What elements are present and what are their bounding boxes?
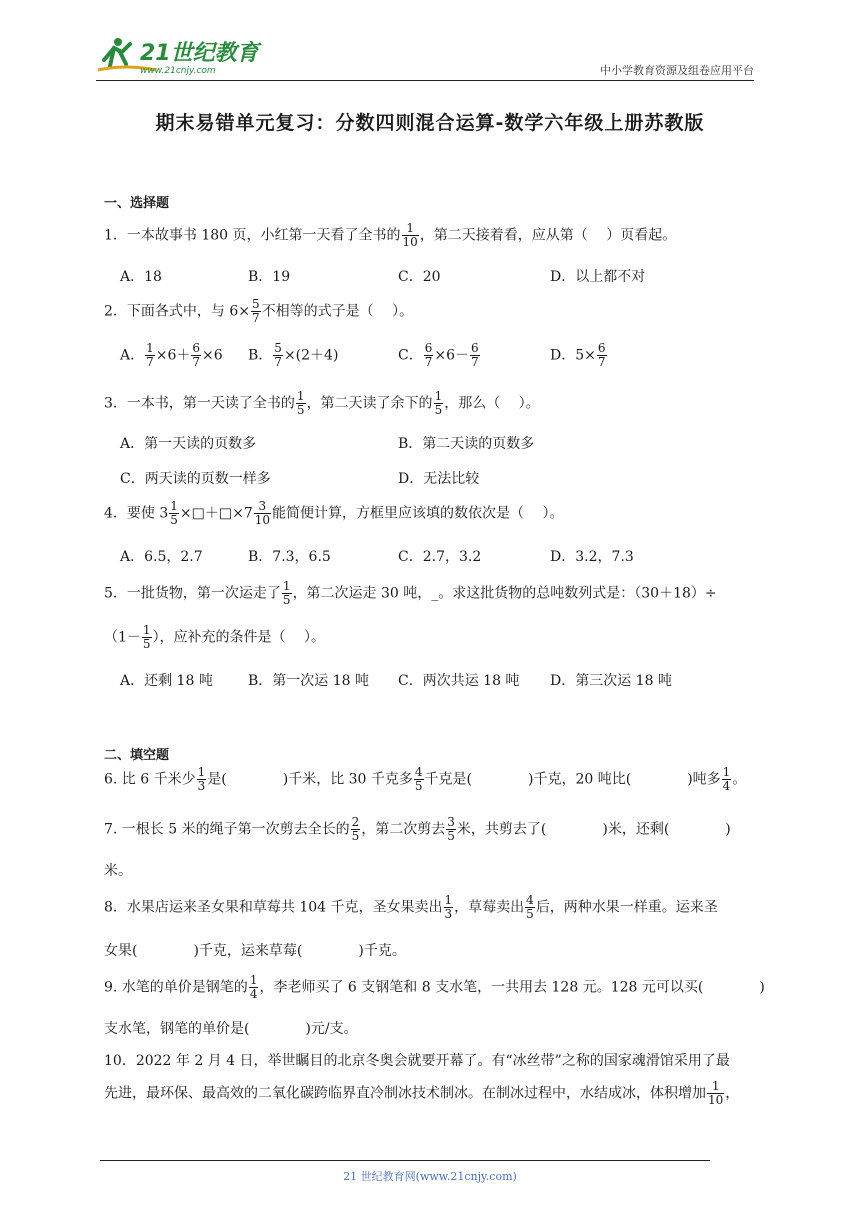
q5-option-d: D．第三次运 18 吨 bbox=[550, 673, 672, 689]
q2-option-a: A． $\frac{1}{7}$ ×6＋ $\frac{6}{7}$ ×6 bbox=[120, 341, 223, 369]
question-8: 8．水果店运来圣女果和草莓共 104 千克，圣女果卖出 $\frac{1}{3}$ ，草莓卖出 $\frac{4}{5}$ 后，两种水果一样重。运来圣 bbox=[104, 893, 718, 921]
section-heading-choice: 一、选择题 bbox=[104, 196, 170, 211]
question-9-cont: 支水笔，钢笔的单价是( )元/支。 bbox=[104, 1021, 358, 1037]
section-heading-fill: 二、填空题 bbox=[104, 748, 170, 763]
q3-option-d: D．无法比较 bbox=[398, 471, 480, 487]
q4-option-b: B．7.3，6.5 bbox=[248, 549, 331, 565]
question-7: 7. 一根长 5 米的绳子第一次剪去全长的 $\frac{2}{5}$ ，第二次剪去 $\frac{3}{5}$ 米，共剪去了( )米，还剩( ) bbox=[104, 815, 731, 843]
fraction: $\frac{1}{10}$ bbox=[402, 221, 418, 249]
q1-option-a: A．18 bbox=[120, 269, 162, 285]
footer-divider bbox=[100, 1160, 710, 1161]
q4-option-c: C．2.7，3.2 bbox=[398, 549, 482, 565]
fraction: $\frac{5}{7}$ bbox=[252, 297, 260, 325]
header-divider bbox=[96, 80, 754, 81]
q4-option-d: D．3.2，7.3 bbox=[550, 549, 634, 565]
question-3: 3．一本书，第一天读了全书的 $\frac{1}{5}$ ，第二天读了余下的 $\frac{1}{5}$ ，那么（ ）。 bbox=[104, 389, 540, 417]
question-8-cont: 女果( )千克，运来草莓( )千克。 bbox=[104, 943, 406, 959]
q2-option-d: D．5× $\frac{6}{7}$ bbox=[550, 341, 606, 369]
q5-option-c: C．两次共运 18 吨 bbox=[398, 673, 520, 689]
q3-option-c: C．两天读的页数一样多 bbox=[120, 471, 271, 487]
question-4: 4．要使 3 $\frac{1}{5}$ ×□＋□×7 $\frac{3}{10}$ 能简便计算，方框里应该填的数依次是（ ）。 bbox=[104, 499, 564, 527]
q3-option-a: A．第一天读的页数多 bbox=[120, 436, 257, 452]
svg-text:www.21cnjy.com: www.21cnjy.com bbox=[140, 66, 216, 76]
header-platform-text: 中小学教育资源及组卷应用平台 bbox=[600, 64, 754, 77]
logo bbox=[96, 30, 266, 80]
q5-option-b: B．第一次运 18 吨 bbox=[248, 673, 370, 689]
question-7-cont: 米。 bbox=[104, 863, 132, 879]
footer-text: 21 世纪教育网(www.21cnjy.com) bbox=[343, 1170, 517, 1183]
question-9: 9. 水笔的单价是钢笔的 $\frac{1}{4}$ ，李老师买了 6 支钢笔和 8 支水笔，一共用去 128 元。128 元可以买( ) bbox=[104, 973, 765, 1001]
q1-option-c: C．20 bbox=[398, 269, 441, 285]
question-5-cont: （1－ $\frac{1}{5}$ ），应补充的条件是（ ）。 bbox=[104, 623, 326, 651]
page-title: 期末易错单元复习：分数四则混合运算-数学六年级上册苏教版 bbox=[155, 112, 705, 134]
q2-option-b: B． $\frac{5}{7}$ ×(2＋4) bbox=[248, 341, 339, 369]
svg-text:21世纪教育: 21世纪教育 bbox=[140, 41, 259, 66]
question-6: 6. 比 6 千米少 $\frac{1}{3}$ 是( )千米，比 30 千克多 $\frac{4}{5}$ 千克是( )千克，20 吨比( )吨多 $\frac{1}{4}$ 。 bbox=[104, 765, 747, 793]
q5-option-a: A．还剩 18 吨 bbox=[120, 673, 213, 689]
question-10: 10．2022 年 2 月 4 日，举世瞩目的北京冬奥会就要开幕了。有“冰丝带”之称的国家魂滑馆采用了最 bbox=[104, 1053, 730, 1069]
q4-option-a: A．6.5，2.7 bbox=[120, 549, 203, 565]
question-5: 5．一批货物，第一次运走了 $\frac{1}{5}$ ，第二次运走 30 吨，_。求这批货物的总吨数列式是：（30＋18）÷ bbox=[104, 579, 717, 607]
runner-logo-icon bbox=[96, 30, 266, 80]
q1-option-b: B．19 bbox=[248, 269, 291, 285]
q1-option-d: D．以上都不对 bbox=[550, 269, 646, 285]
question-2: 2．下面各式中，与 6× $\frac{5}{7}$ 不相等的式子是（ ）。 bbox=[104, 297, 414, 325]
question-1: 1．一本故事书 180 页，小红第一天看了全书的 $\frac{1}{10}$ ，第二天接着看，应从第（ ）页看起。 bbox=[104, 221, 677, 249]
q3-option-b: B．第二天读的页数多 bbox=[398, 436, 535, 452]
q2-option-c: C． $\frac{6}{7}$ ×6－ $\frac{6}{7}$ bbox=[398, 341, 479, 369]
question-10-cont: 先进，最环保、最高效的二氧化碳跨临界直冷制冰技术制冰。在制冰过程中，水结成冰，体积增加 $\frac{1}{10}$ ， bbox=[104, 1079, 740, 1107]
